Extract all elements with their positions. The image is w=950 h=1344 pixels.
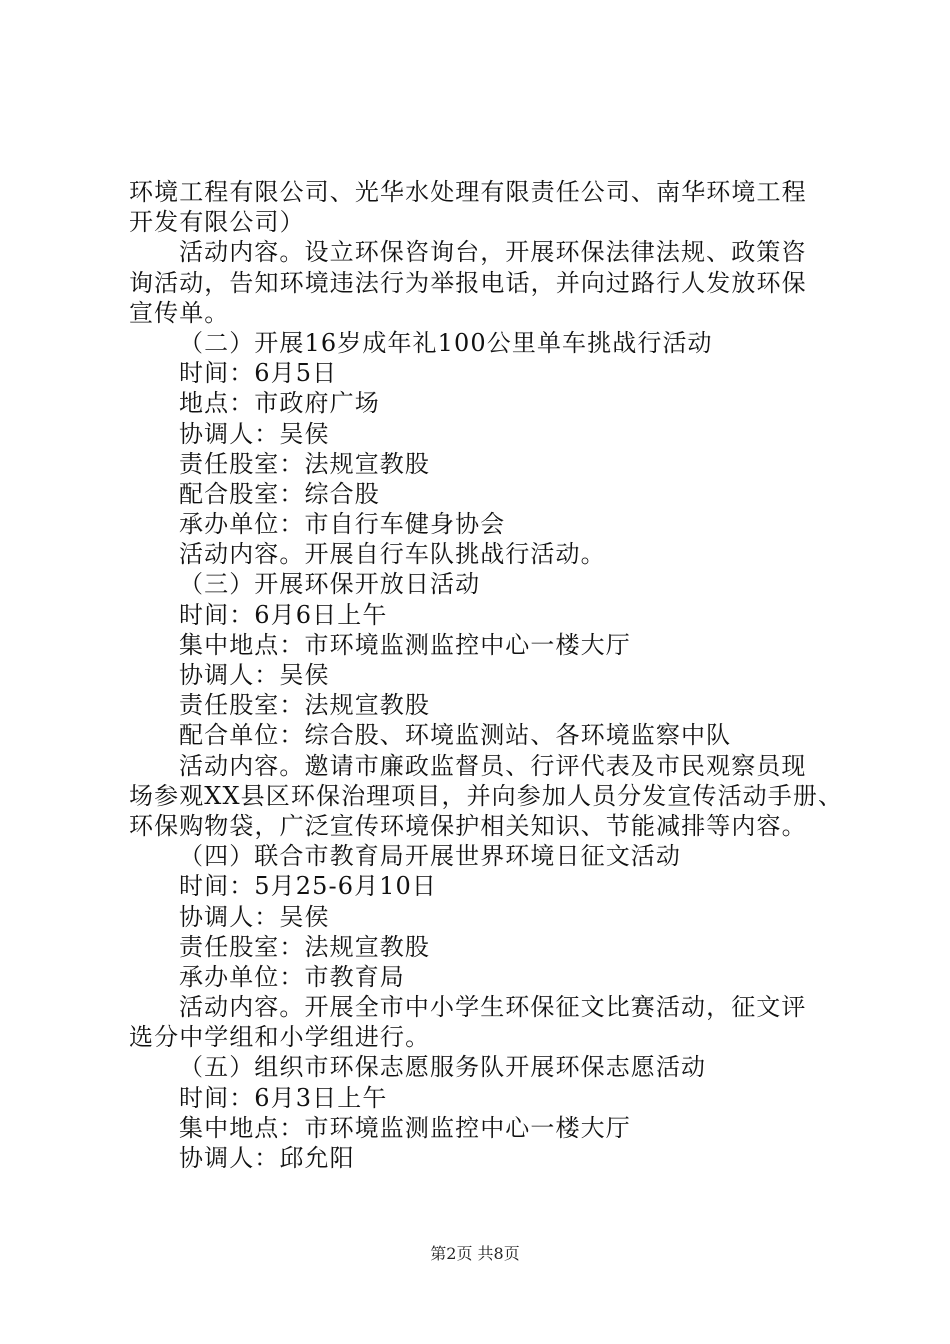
text-line: （二）开展16岁成年礼100公里单车挑战行活动 <box>179 328 713 357</box>
text-line: 协调人：吴侯 <box>179 661 330 689</box>
document-body <box>129 177 844 1173</box>
text-line: 配合股室：综合股 <box>179 479 380 508</box>
text-line: 环境工程有限公司、光华水处理有限责任公司、南华环境工程 <box>129 178 807 206</box>
text-line: （五）组织市环保志愿服务队开展环保志愿活动 <box>179 1053 707 1082</box>
text-line: 地点：市政府广场 <box>179 389 380 418</box>
text-line: 宣传单。 <box>129 298 230 327</box>
text-line: 活动内容。设立环保咨询台，开展环保法律法规、政策咨 <box>179 238 807 267</box>
text-line: 承办单位：市自行车健身协会 <box>179 510 506 539</box>
text-line: 活动内容。邀请市廉政监督员、行评代表及市民观察员现 <box>179 751 807 780</box>
text-line: 集中地点：市环境监测监控中心一楼大厅 <box>179 630 631 659</box>
text-line: 集中地点：市环境监测监控中心一楼大厅 <box>179 1113 631 1142</box>
text-line: 时间：5月25-6月10日 <box>179 872 438 901</box>
text-line: 协调人：吴侯 <box>179 902 330 931</box>
text-line: 环保购物袋，广泛宣传环境保护相关知识、节能减排等内容。 <box>129 811 807 840</box>
text-line: （四）联合市教育局开展世界环境日征文活动 <box>179 842 681 871</box>
text-line: 责任股室：法规宣教股 <box>179 449 430 478</box>
text-line: 时间：6月3日上午 <box>179 1083 388 1112</box>
text-line: （三）开展环保开放日活动 <box>179 570 481 599</box>
text-line: 活动内容。开展全市中小学生环保征文比赛活动，征文评 <box>179 993 807 1022</box>
text-line: 开发有限公司） <box>129 208 305 237</box>
text-line: 配合单位：综合股、环境监测站、各环境监察中队 <box>179 721 732 750</box>
text-line: 场参观XX县区环保治理项目，并向参加人员分发宣传活动手册、 <box>129 781 844 810</box>
text-line: 责任股室：法规宣教股 <box>179 691 430 720</box>
text-line: 活动内容。开展自行车队挑战行活动。 <box>179 540 606 569</box>
text-line: 询活动，告知环境违法行为举报电话，并向过路行人发放环保 <box>129 268 807 297</box>
text-line: 责任股室：法规宣教股 <box>179 932 430 961</box>
text-line: 时间：6月6日上午 <box>179 600 388 629</box>
page-footer: 第2页 共8页 <box>430 1244 520 1263</box>
text-line: 承办单位：市教育局 <box>179 962 405 991</box>
text-line: 时间：6月5日 <box>179 359 338 388</box>
text-line: 选分中学组和小学组进行。 <box>129 1023 431 1052</box>
text-line: 协调人：吴侯 <box>179 419 330 448</box>
text-line: 协调人：邱允阳 <box>179 1144 355 1172</box>
